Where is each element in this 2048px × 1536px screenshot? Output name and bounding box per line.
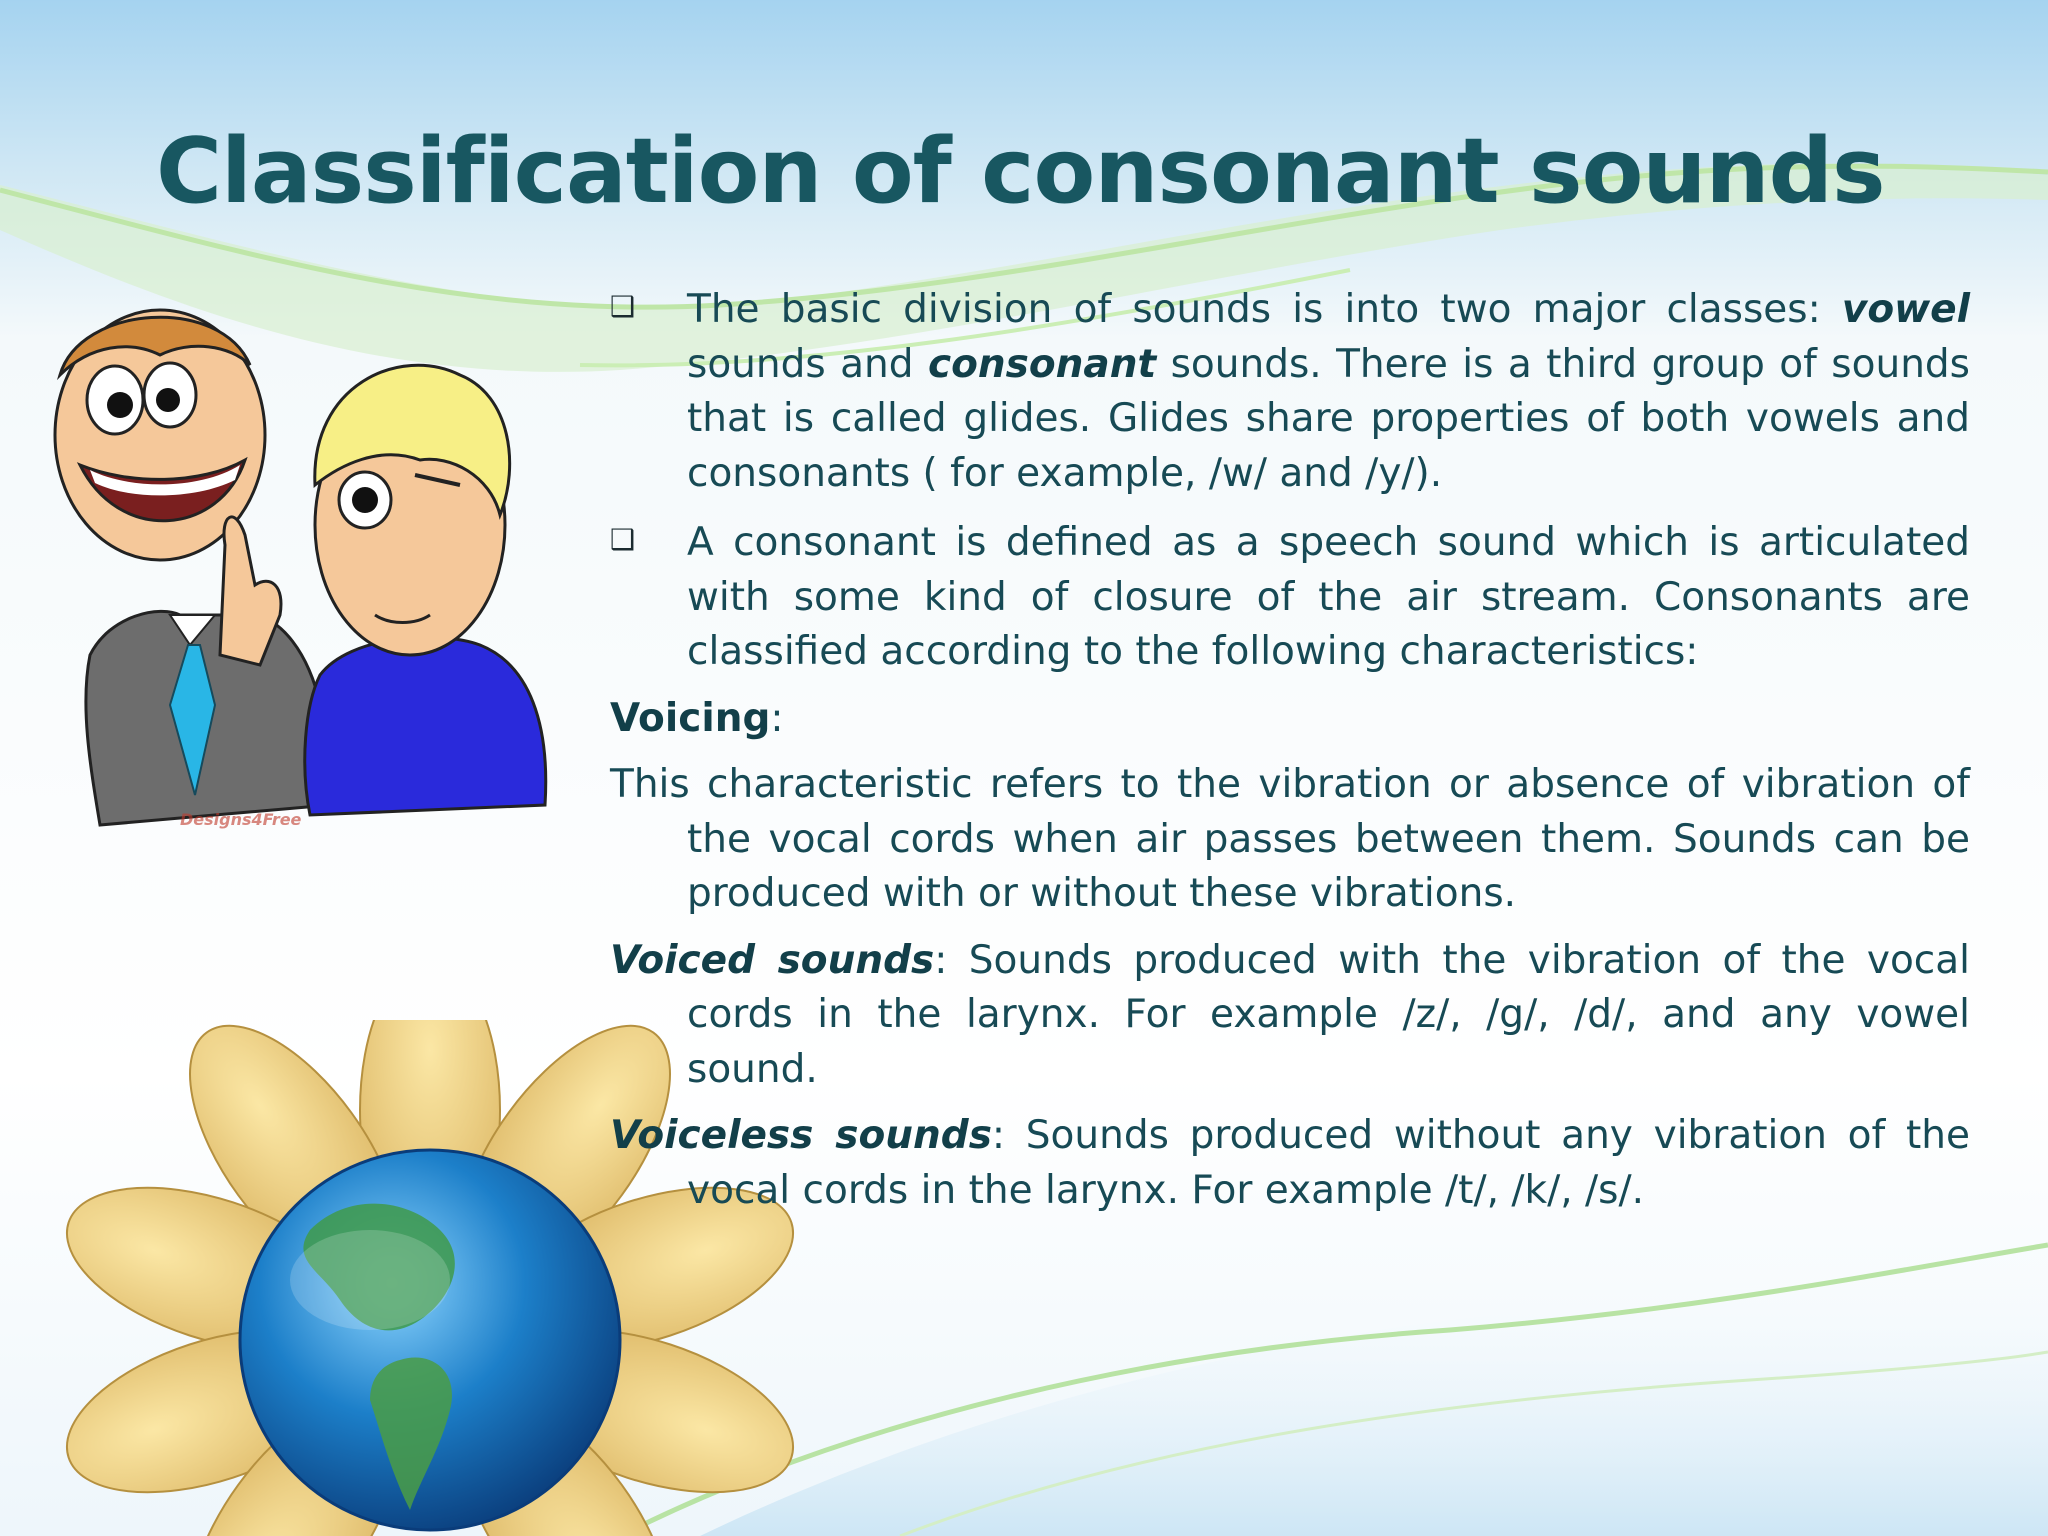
bullet-1: ❑ The basic division of sounds is into two major classes: vowel sounds and consonant sounds. There is a third group of sounds that is called glides. Glides share properties of both vowels and consonants ( for example, /w/ and /y/).	[610, 280, 1970, 501]
voicing-heading: Voicing:	[610, 695, 784, 741]
voicing-description: This characteristic refers to the vibration or absence of vibration of the vocal cords when air passes between them. Sounds can be produced with or without these vibrations.	[610, 762, 1970, 916]
hollow-square-bullet-icon: ❑	[610, 523, 636, 556]
voiceless-sounds-definition: Voiceless sounds: Sounds produced without any vibration of the vocal cords in the larynx. For example /t/, /k/, /s/.	[610, 1113, 1970, 1213]
keyword-consonant: consonant	[927, 341, 1157, 387]
hollow-square-bullet-icon: ❑	[610, 290, 636, 323]
voiced-sounds-definition: Voiced sounds: Sounds produced with the vibration of the vocal cords in the larynx. For example /z/, /g/, /d/, and any vowel sound.	[610, 937, 1970, 1092]
slide-title: Classification of consonant sounds	[156, 119, 1885, 224]
voiced-sounds-term: Voiced sounds	[610, 937, 935, 983]
keyword-vowel: vowel	[1841, 287, 1970, 332]
slide-body	[610, 280, 1970, 1230]
two-cartoon-men-illustration	[20, 285, 580, 845]
cartoon-watermark: Designs4Free	[180, 810, 302, 829]
voiceless-sounds-term: Voiceless sounds	[610, 1113, 992, 1158]
bullet-2: ❑ A consonant is defined as a speech sound which is articulated with some kind of closure of the air stream. Consonants are classified according to the following characteristics:	[610, 513, 1970, 680]
